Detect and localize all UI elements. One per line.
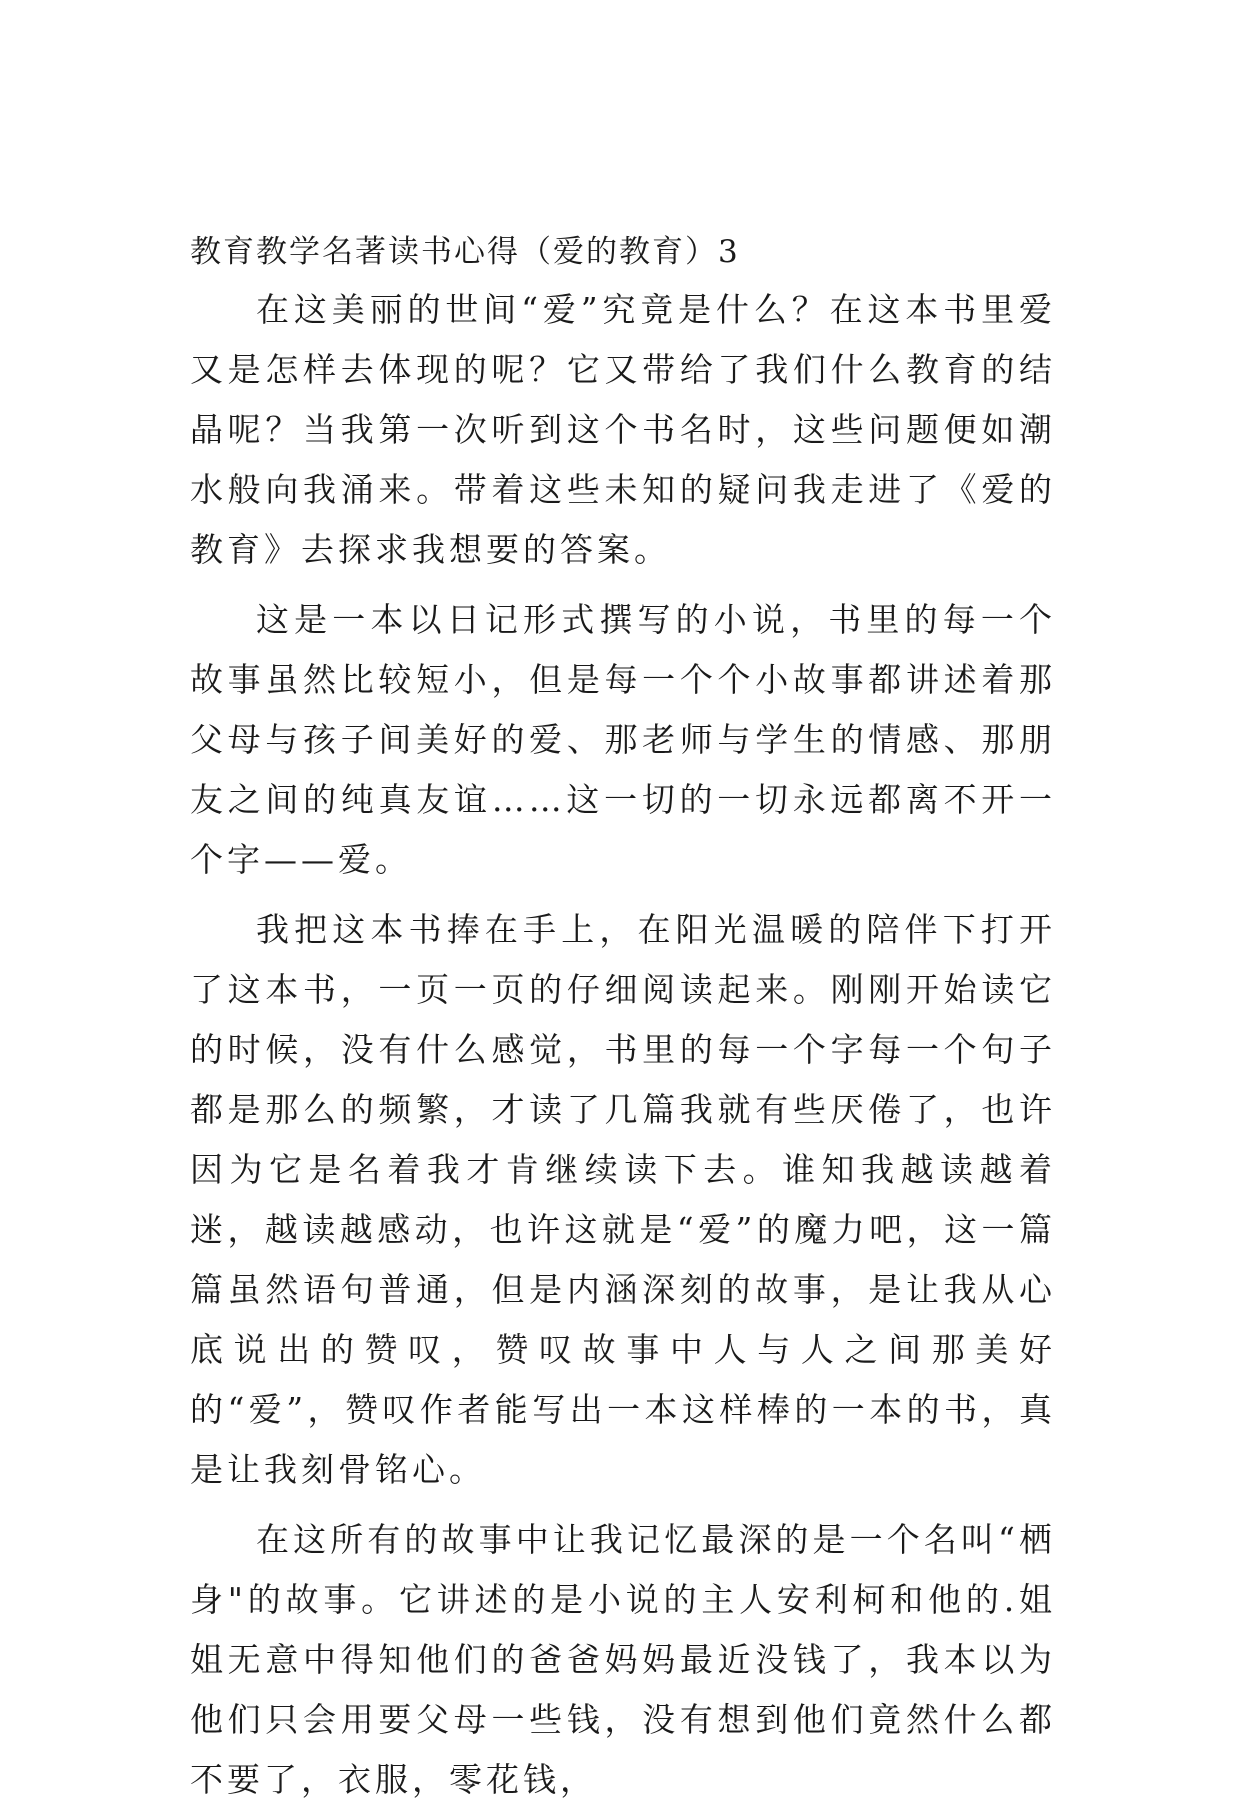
paragraph-2: 这是一本以日记形式撰写的小说，书里的每一个故事虽然比较短小，但是每一个个小故事都讲述着那父母与孩子间美好的爱、那老师与学生的情感、那朋友之间的纯真友谊……这一切的一切永远都离不开一个字——爱。 bbox=[190, 600, 1056, 879]
paragraph-4: 在这所有的故事中让我记忆最深的是一个名叫“栖身"的故事。它讲述的是小说的主人安利柯和他的.姐姐无意中得知他们的爸爸妈妈最近没钱了，我本以为他们只会用要父母一些钱，没有想到他们竟然什么都不要了，衣服，零花钱， bbox=[190, 1520, 1056, 1799]
paragraph-1: 在这美丽的世间“爱”究竟是什么？在这本书里爱又是怎样去体现的呢？它又带给了我们什么教育的结晶呢？当我第一次听到这个书名时，这些问题便如潮水般向我涌来。带着这些未知的疑问我走进了《爱的教育》去探求我想要的答案。 bbox=[190, 290, 1056, 569]
document-title: 教育教学名著读书心得（爱的教育）3 bbox=[190, 234, 740, 270]
document-body bbox=[190, 228, 1056, 1820]
paragraph-3: 我把这本书捧在手上，在阳光温暖的陪伴下打开了这本书，一页一页的仔细阅读起来。刚刚开始读它的时候，没有什么感觉，书里的每一个字每一个句子都是那么的频繁，才读了几篇我就有些厌倦了，也许因为它是名着我才肯继续读下去。谁知我越读越着迷，越读越感动，也许这就是“爱”的魔力吧，这一篇篇虽然语句普通，但是内涵深刻的故事，是让我从心底说出的赞叹，赞叹故事中人与人之间那美好的“爱”，赞叹作者能写出一本这样棒的一本的书，真是让我刻骨铭心。 bbox=[190, 910, 1056, 1489]
